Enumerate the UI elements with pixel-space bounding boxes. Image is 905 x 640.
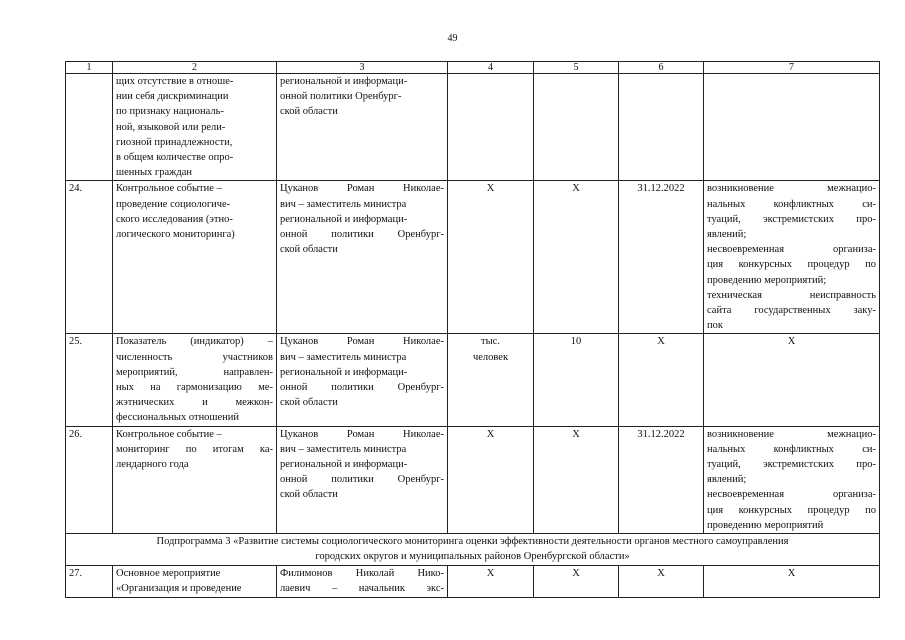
text-line: численность участников [116, 351, 273, 363]
text-line: ской области [280, 106, 338, 118]
table-header-row [66, 62, 880, 74]
table-row [66, 181, 880, 334]
text-line: шенных граждан [116, 167, 193, 179]
text-line: лаевич – начальник экс- [280, 582, 444, 594]
value-cell: Х [534, 426, 619, 533]
indicator-cell [113, 426, 277, 533]
date-cell: Х [619, 334, 704, 426]
header-cell: 1 [66, 62, 113, 74]
text-line: ция конкурсных процедур по [707, 504, 876, 516]
text-line: явлений; [707, 474, 747, 486]
text-line: ской области [280, 244, 338, 256]
text-line: городских округов и муниципальных районов Оренбургской области» [315, 551, 630, 563]
table-row [66, 426, 880, 533]
text-line: вич – заместитель министра [280, 443, 407, 455]
text-line: региональной и информаци- [280, 76, 408, 87]
indicator-cell [113, 74, 277, 181]
row-number [66, 74, 113, 181]
text-line: явлений; [707, 229, 747, 241]
row-number: 27. [66, 565, 113, 597]
text-line: туаций, экстремистских про- [707, 213, 876, 225]
text-line: возникновение межнацио- [707, 428, 876, 440]
row-number: 24. [66, 181, 113, 334]
plan-table [65, 61, 880, 598]
header-cell: 5 [534, 62, 619, 74]
text-line: Цуканов Роман Николае- [280, 183, 444, 195]
text-line: ской области [280, 397, 338, 409]
text-line: онной политики Оренбург- [280, 474, 444, 486]
text-line: Основное мероприятие [116, 567, 221, 579]
unit-cell: Х [448, 565, 534, 597]
text-line: ского исследования (этно- [116, 213, 233, 225]
date-cell: Х [619, 565, 704, 597]
text-line: ция конкурсных процедур по [707, 259, 876, 271]
text-line: несвоевременная организа- [707, 244, 876, 256]
text-line: «Организация и проведение [116, 582, 242, 594]
text-line: по признаку националь- [116, 106, 224, 118]
row-number: 25. [66, 334, 113, 426]
text-line: ных на гармонизацию ме- [116, 382, 273, 394]
text-line: тыс. [481, 336, 500, 348]
risk-cell [704, 74, 880, 181]
text-line: проведению мероприятий; [707, 274, 827, 286]
text-line: Показатель (индикатор) – [116, 336, 273, 348]
header-cell: 2 [113, 62, 277, 74]
unit-cell [448, 334, 534, 426]
text-line: туаций, экстремистских про- [707, 459, 876, 471]
responsible-cell [277, 334, 448, 426]
text-line: Контрольное событие – [116, 428, 222, 440]
value-cell: 10 [534, 334, 619, 426]
text-line: жэтнических и межкон- [116, 397, 273, 409]
row-number: 26. [66, 426, 113, 533]
text-line: ной, языковой или рели- [116, 121, 226, 133]
responsible-cell [277, 181, 448, 334]
header-cell: 7 [704, 62, 880, 74]
text-line: мониторинг по итогам ка- [116, 443, 273, 455]
text-line: сайта государственных заку- [707, 305, 876, 317]
responsible-cell [277, 426, 448, 533]
text-line: региональной и информаци- [280, 366, 408, 378]
text-line: логического мониторинга) [116, 229, 235, 241]
text-line: в общем количестве опро- [116, 152, 234, 164]
text-line: вич – заместитель министра [280, 351, 407, 363]
header-cell: 4 [448, 62, 534, 74]
unit-cell: Х [448, 181, 534, 334]
date-cell: 31.12.2022 [619, 181, 704, 334]
text-line: проведению мероприятий [707, 519, 824, 531]
text-line: онной политики Оренбург- [280, 382, 444, 394]
text-line: нии себя дискриминации [116, 91, 229, 103]
subprogram-row [66, 534, 880, 565]
risk-cell [704, 426, 880, 533]
risk-cell [704, 181, 880, 334]
responsible-cell [277, 74, 448, 181]
text-line: вич – заместитель министра [280, 198, 407, 210]
header-cell: 6 [619, 62, 704, 74]
responsible-cell [277, 565, 448, 597]
text-line: нальных конфликтных си- [707, 198, 876, 210]
text-line: нальных конфликтных си- [707, 443, 876, 455]
text-line: проведение социологиче- [116, 198, 231, 210]
text-line: фессиональных отношений [116, 412, 240, 424]
text-line: Филимонов Николай Нико- [280, 567, 444, 579]
indicator-cell [113, 181, 277, 334]
text-line: региональной и информаци- [280, 213, 408, 225]
unit-cell [448, 74, 534, 181]
table-row [66, 334, 880, 426]
text-line: мероприятий, направлен- [116, 366, 273, 378]
page-number: 49 [447, 33, 458, 44]
text-line: техническая неисправность [707, 289, 876, 301]
text-line: Контрольное событие – [116, 183, 222, 195]
table-row [66, 565, 880, 597]
text-line: щих отсутствие в отноше- [116, 76, 234, 87]
text-line: онной политики Оренбург- [280, 91, 402, 103]
text-line: возникновение межнацио- [707, 183, 876, 195]
value-cell: Х [534, 565, 619, 597]
text-line: Цуканов Роман Николае- [280, 336, 444, 348]
risk-cell: Х [704, 334, 880, 426]
text-line: пок [707, 320, 723, 332]
text-line: онной политики Оренбург- [280, 229, 444, 241]
risk-cell: Х [704, 565, 880, 597]
text-line: Подпрограмма 3 «Развитие системы социологического мониторинга оценки эффективности деятельности органов местного самоуправления [156, 536, 789, 548]
text-line: региональной и информаци- [280, 459, 408, 471]
text-line: лендарного года [116, 459, 189, 471]
text-line: человек [472, 351, 509, 363]
text-line: ской области [280, 489, 338, 501]
table-row [66, 74, 880, 181]
text-line: Цуканов Роман Николае- [280, 428, 444, 440]
value-cell: Х [534, 181, 619, 334]
text-line: гиозной принадлежности, [116, 136, 233, 148]
value-cell [534, 74, 619, 181]
date-cell: 31.12.2022 [619, 426, 704, 533]
subprogram-heading [66, 534, 880, 565]
indicator-cell [113, 334, 277, 426]
text-line: несвоевременная организа- [707, 489, 876, 501]
indicator-cell [113, 565, 277, 597]
date-cell [619, 74, 704, 181]
header-cell: 3 [277, 62, 448, 74]
unit-cell: Х [448, 426, 534, 533]
